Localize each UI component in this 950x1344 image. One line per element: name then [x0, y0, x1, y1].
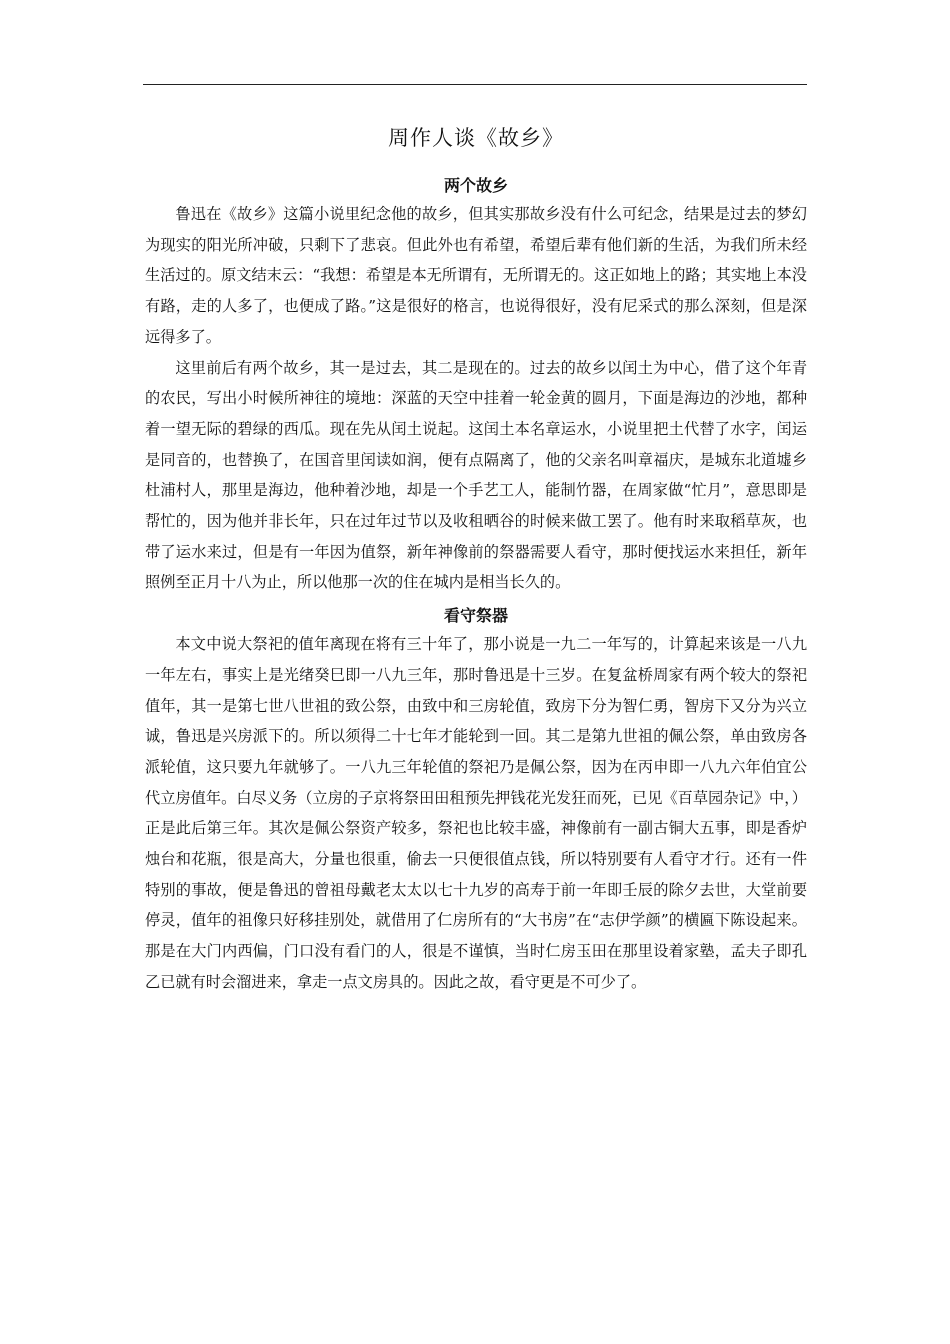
section-two-hometowns	[145, 172, 807, 598]
header-rule	[143, 84, 807, 85]
paragraph: 本文中说大祭祀的值年离现在将有三十年了，那小说是一九二一年写的，计算起来该是一八九一年左右，事实上是光绪癸巳即一八九三年，那时鲁迅是十三岁。在复盆桥周家有两个较大的祭祀值年，其一是第七世八世祖的致公祭，由致中和三房轮值，致房下分为智仁勇，智房下又分为兴立诚，鲁迅是兴房派下的。所以须得二十七年才能轮到一回。其二是第九世祖的佩公祭，单由致房各派轮值，这只要九年就够了。一八九三年轮值的祭祀乃是佩公祭，因为在丙申即一八九六年伯宜公代立房值年。白尽义务（立房的子京将祭田田租预先押钱花光发狂而死，已见《百草园杂记》中，）正是此后第三年。其次是佩公祭资产较多，祭祀也比较丰盛，神像前有一副古铜大五事，即是香炉烛台和花瓶，很是高大，分量也很重，偷去一只便很值点钱，所以特别要有人看守才行。还有一件特别的事故，便是鲁迅的曾祖母戴老太太以七十九岁的高寿于前一年即壬辰的除夕去世，大堂前要停灵，值年的祖像只好移挂别处，就借用了仁房所有的“大书房”在“志伊学颜”的横匾下陈设起来。那是在大门内西偏，门口没有看门的人，很是不谨慎，当时仁房玉田在那里设着家塾，孟夫子即孔乙已就有时会溜进来，拿走一点文房具的。因此之故，看守更是不可少了。	[145, 635, 807, 991]
section-heading: 两个故乡	[443, 176, 508, 195]
section-guarding-ritual-vessels	[145, 602, 807, 997]
section-heading: 看守祭器	[443, 606, 508, 626]
paragraph: 鲁迅在《故乡》这篇小说里纪念他的故乡，但其实那故乡没有什么可纪念，结果是过去的梦幻为现实的阳光所冲破，只剩下了悲哀。但此外也有希望，希望后辈有他们新的生活，为我们所未经生活过的。原文结末云：“我想：希望是本无所谓有，无所谓无的。这正如地上的路；其实地上本没有路，走的人多了，也便成了路。”这是很好的格言，也说得很好，没有尼采式的那么深刻，但是深远得多了。	[145, 205, 807, 346]
document-body	[145, 118, 807, 998]
document-title: 周作人谈《故乡》	[388, 126, 564, 150]
paragraph: 这里前后有两个故乡，其一是过去，其二是现在的。过去的故乡以闰土为中心，借了这个年青的农民，写出小时候所神往的境地：深蓝的天空中挂着一轮金黄的圆月，下面是海边的沙地，都种着一望无际的碧绿的西瓜。现在先从闰土说起。这闰土本名章运水，小说里把土代替了水字，闰运是同音的，也替换了，在国音里闰读如润，便有点隔离了，他的父亲名叫章福庆，是城东北道墟乡杜浦村人，那里是海边，他种着沙地，却是一个手艺工人，能制竹器，在周家做“忙月”，意思即是帮忙的，因为他并非长年，只在过年过节以及收租晒谷的时候来做工罢了。他有时来取稻草灰，也带了运水来过，但是有一年因为值祭，新年神像前的祭器需要人看守，那时便找运水来担任，新年照例至正月十八为止，所以他那一次的住在城内是相当长久的。	[145, 358, 807, 592]
